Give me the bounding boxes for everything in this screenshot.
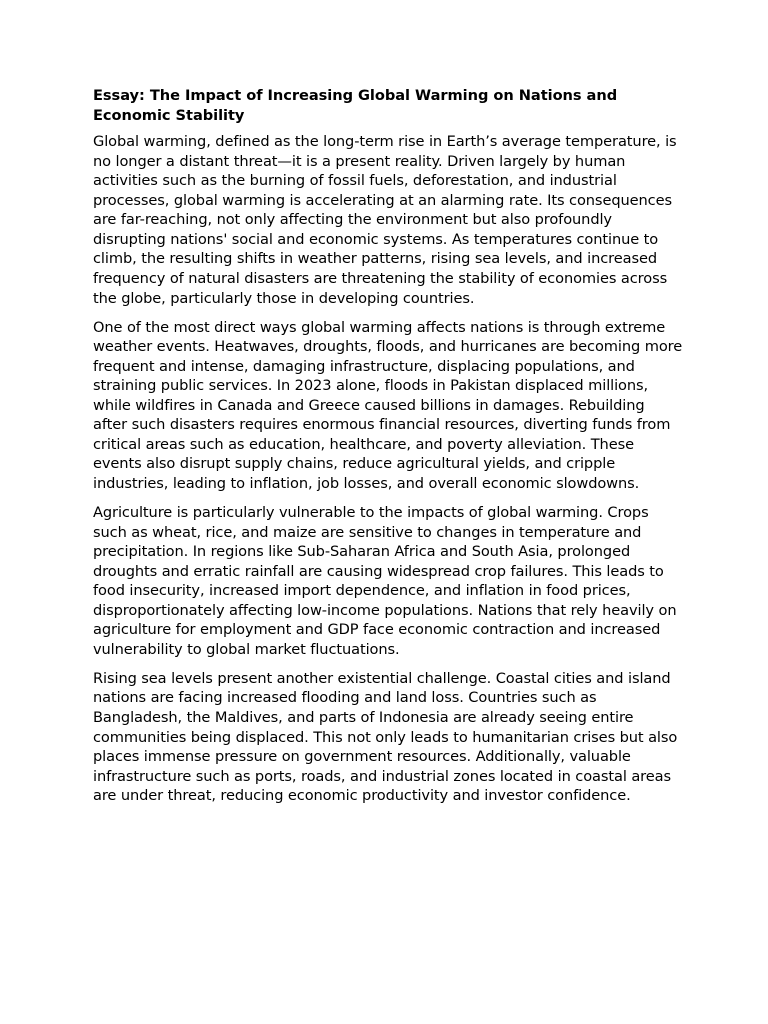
essay-title: Essay: The Impact of Increasing Global Warming on Nations and Economic Stability xyxy=(93,87,618,124)
paragraph-agriculture: Agriculture is particularly vulnerable to the impacts of global warming. Crops such as wheat, rice, and maize are sensitive to changes in temperature and precipitation. In regions like Sub-Saharan Africa and South Asia, prolonged droughts and erratic rainfall are causing widespread crop failures. This leads to food insecurity, increased import dependence, and inflation in food prices, disproportionately affecting low-income populations. Nations that rely heavily on agriculture for employment and GDP face economic contraction and increased vulnerability to global market fluctuations. xyxy=(93,504,677,658)
paragraph-extreme-weather: One of the most direct ways global warming affects nations is through extreme weather events. Heatwaves, droughts, floods, and hurricanes are becoming more frequent and intense, damaging infrastructure, displacing populations, and straining public services. In 2023 alone, floods in Pakistan displaced millions, while wildfires in Canada and Greece caused billions in damages. Rebuilding after such disasters requires enormous financial resources, diverting funds from critical areas such as education, healthcare, and poverty alleviation. These events also disrupt supply chains, reduce agricultural yields, and cripple industries, leading to inflation, job losses, and overall economic slowdowns. xyxy=(93,318,683,492)
document-page xyxy=(93,86,683,815)
paragraph-sea-levels: Rising sea levels present another existential challenge. Coastal cities and island nations are facing increased flooding and land loss. Countries such as Bangladesh, the Maldives, and parts of Indonesia are already seeing entire communities being displaced. This not only leads to humanitarian crises but also places immense pressure on government resources. Additionally, valuable infrastructure such as ports, roads, and industrial zones located in coastal areas are under threat, reducing economic productivity and investor confidence. xyxy=(93,669,678,805)
paragraph-introduction: Global warming, defined as the long-term rise in Earth’s average temperature, is no longer a distant threat—it is a present reality. Driven largely by human activities such as the burning of fossil fuels, deforestation, and industrial processes, global warming is accelerating at an alarming rate. Its consequences are far-reaching, not only affecting the environment but also profoundly disrupting nations' social and economic systems. As temperatures continue to climb, the resulting shifts in weather patterns, rising sea levels, and increased frequency of natural disasters are threatening the stability of economies across the globe, particularly those in developing countries. xyxy=(93,133,677,307)
